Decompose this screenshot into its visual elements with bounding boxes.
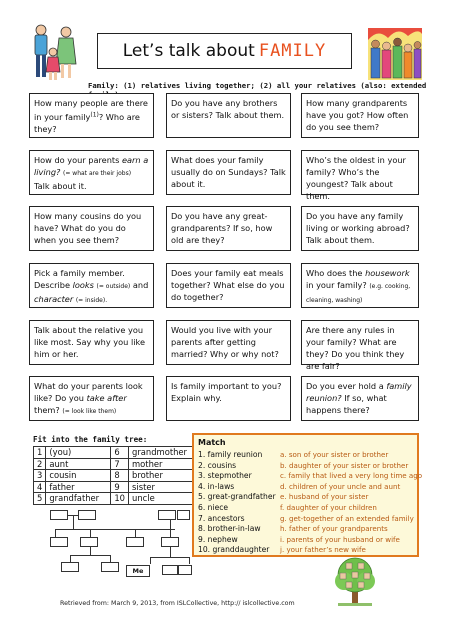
question-card: Do you ever hold a family reunion? If so, what happens there? xyxy=(301,376,419,421)
question-card xyxy=(166,376,291,421)
tree-box xyxy=(78,510,96,520)
list-item: d. children of your uncle and aunt xyxy=(280,481,401,491)
tree-box xyxy=(61,562,79,572)
question-text: Do you have any brothers or sisters? Talk about them. xyxy=(171,98,285,120)
tree-word-table xyxy=(33,446,196,505)
tree-box xyxy=(178,565,192,575)
table-row: 5 grandfather 10 uncle xyxy=(34,493,196,505)
question-text: How many cousins do you have? What do you do when you see them? xyxy=(34,211,142,245)
tree-box xyxy=(50,510,68,520)
list-item: g. get-together of an extended family xyxy=(280,513,414,523)
list-item: a. son of your sister or brother xyxy=(280,450,389,459)
tree-box xyxy=(126,537,144,547)
question-card xyxy=(301,320,419,371)
match-right-list xyxy=(280,450,423,556)
question-text: Are there any rules in your family? What are they? Do you think they are fair? xyxy=(306,325,405,371)
page-title: Let’s talk about xyxy=(122,41,255,61)
tree-box xyxy=(158,510,176,520)
question-card: Pick a family member. Describe looks (= outside) and character (= inside). xyxy=(29,263,154,308)
match-left-list xyxy=(198,450,280,556)
list-item: h. father of your grandparents xyxy=(280,524,388,534)
tree-box xyxy=(161,537,179,547)
list-item: i. parents of your husband or wife xyxy=(280,534,400,544)
me-label: Me xyxy=(132,567,144,575)
list-item: f. daughter of your children xyxy=(280,502,377,512)
tree-box xyxy=(101,562,119,572)
list-item: b. daughter of your sister or brother xyxy=(280,460,409,470)
family-tree-diagram xyxy=(50,510,190,585)
list-item: 3. stepmother xyxy=(198,471,252,481)
list-item: 9. nephew xyxy=(198,534,238,544)
title-box xyxy=(97,33,352,69)
table-row: 2 aunt 7 mother xyxy=(34,458,196,470)
question-text: Would you live with your parents after getting married? Why or why not? xyxy=(171,325,279,359)
question-card: How do your parents earn a living? (= what are their jobs) Talk about it. xyxy=(29,150,154,195)
match-title: Match xyxy=(198,438,226,447)
question-card: Who does the housework in your family? (e.g. cooking, cleaning, washing) xyxy=(301,263,419,308)
table-row: 3 cousin 8 brother xyxy=(34,470,196,482)
question-text: Do you have any great-grandparents? If so, how old are they? xyxy=(171,211,273,245)
question-card xyxy=(29,206,154,251)
question-text: Is family important to you? Explain why. xyxy=(171,381,282,403)
question-text: Who’s the oldest in your family? Who’s the youngest? Talk about them. xyxy=(306,155,406,201)
list-item: 1. family reunion xyxy=(198,450,263,459)
family-clipart xyxy=(28,22,80,84)
table-row: 4 father 9 sister xyxy=(34,481,196,493)
tree-box xyxy=(177,510,190,520)
table-row: 1 (you) 6 grandmother xyxy=(34,447,196,459)
question-text: Do you have any family living or working abroad? Talk about them. xyxy=(306,211,410,245)
question-card xyxy=(301,93,419,138)
tree-title: Fit into the family tree: xyxy=(33,435,148,444)
tree-illustration xyxy=(330,555,380,607)
list-item: 6. niece xyxy=(198,502,229,512)
page-title-family: FAMILY xyxy=(258,41,327,61)
family-definition: Family: (1) relatives living together; (2) all your relatives (also: extended xyxy=(88,81,427,90)
list-item: c. family that lived a very long time ago xyxy=(280,471,423,481)
list-item: 5. great-grandfather xyxy=(198,492,276,502)
tree-box xyxy=(50,537,68,547)
question-card xyxy=(301,150,419,201)
question-text: How many grandparents have you got? How often do you see them? xyxy=(306,98,409,132)
footer-source: Retrieved from: March 9, 2013, from ISLCollective, http:// islcollective.com xyxy=(60,600,295,607)
list-item: 7. ancestors xyxy=(198,513,245,523)
question-card xyxy=(166,93,291,138)
question-card xyxy=(166,206,291,251)
list-item: 4. in-laws xyxy=(198,481,235,491)
question-card xyxy=(29,93,154,138)
question-card: What do your parents look like? Do you take after them? (= look like them) xyxy=(29,376,154,421)
list-item: 8. brother-in-law xyxy=(198,524,261,534)
list-item: j. your father’s new wife xyxy=(280,545,366,555)
tree-box-me xyxy=(126,565,150,577)
list-item: e. husband of your sister xyxy=(280,492,369,502)
list-item: 2. cousins xyxy=(198,460,237,470)
question-text: What does your family usually do on Sundays? Talk about it. xyxy=(171,155,286,189)
tree-box xyxy=(162,565,178,575)
question-text: Talk about the relative you like most. Say why you like him or her. xyxy=(34,325,145,359)
question-card xyxy=(166,320,291,365)
question-text: Does your family eat meals together? What else do you do together? xyxy=(171,268,285,302)
question-card xyxy=(166,263,291,308)
tree-box xyxy=(80,537,98,547)
question-text: How many people are there in your family$^{(1)}$? Who are they? xyxy=(34,98,148,134)
question-card xyxy=(301,206,419,251)
list-item: 10. granddaughter xyxy=(198,545,270,555)
question-card xyxy=(166,150,291,195)
question-card xyxy=(29,320,154,365)
match-exercise xyxy=(192,433,423,557)
family-picture xyxy=(368,28,422,80)
